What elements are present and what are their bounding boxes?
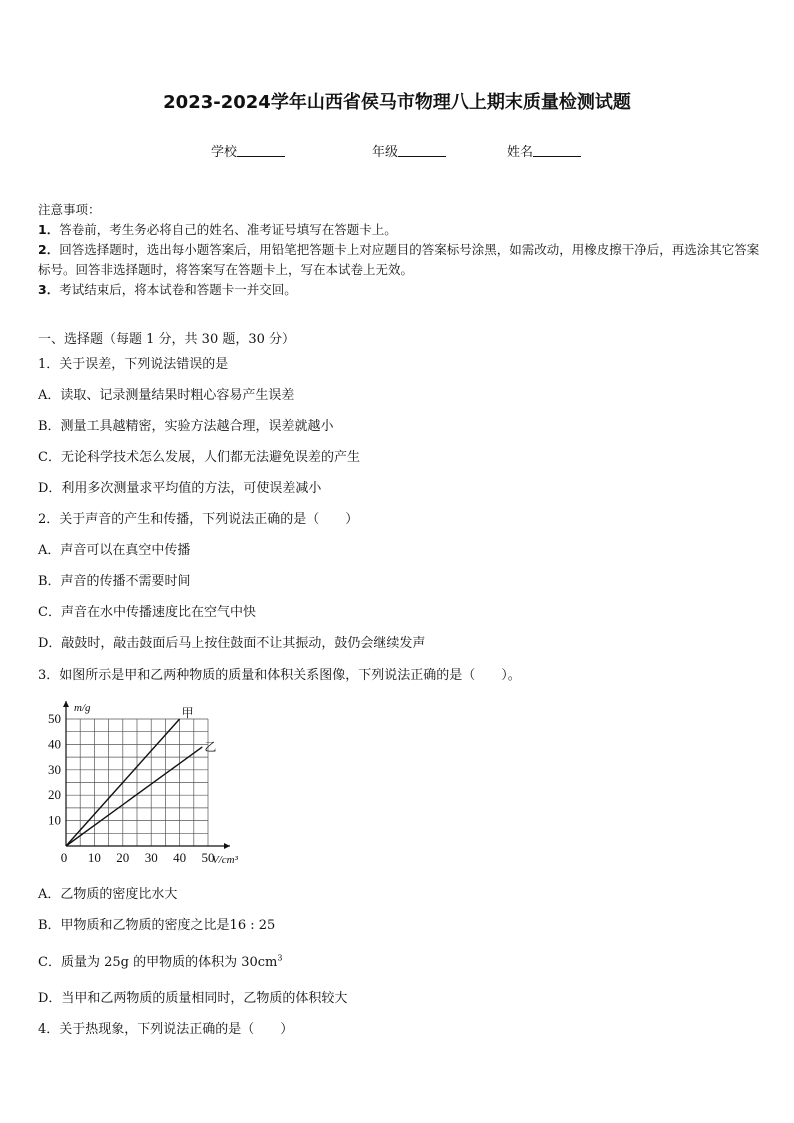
q1-option-a: A．读取、记录测量结果时粗心容易产生误差 xyxy=(38,388,295,403)
q1-option-b: B．测量工具越精密，实验方法越合理，误差就越小 xyxy=(38,419,334,434)
series-line-2 xyxy=(66,747,202,846)
y-axis-label: m/g xyxy=(74,702,91,714)
x-axis-label: V/cm³ xyxy=(212,854,238,866)
q1-option-c: C．无论科学技术怎么发展，人们都无法避免误差的产生 xyxy=(38,450,360,465)
q1-stem: 1．关于误差，下列说法错误的是 xyxy=(38,357,229,372)
q3-stem: 3．如图所示是甲和乙两种物质的质量和体积关系图像，下列说法正确的是（ ）。 xyxy=(38,668,521,683)
x-tick-label: 10 xyxy=(87,850,101,865)
q3-option-c: C．质量为 25g 的甲物质的体积为 $30cm^3$ xyxy=(38,953,283,970)
q2-option-c: C．声音在水中传播速度比在空气中快 xyxy=(38,605,256,620)
notice-heading: 注意事项： xyxy=(38,202,101,217)
grade-label: 年级 xyxy=(372,145,399,160)
x-axis-arrow xyxy=(224,843,230,849)
school-blank xyxy=(237,144,285,157)
x-tick-label: 40 xyxy=(173,850,187,865)
page-title: 2023-2024学年山西省侯马市物理八上期末质量检测试题 xyxy=(163,92,631,113)
x-tick-label: 20 xyxy=(116,850,130,865)
notice-item-1: 1．答卷前，考生务必将自己的姓名、准考证号填写在答题卡上。 xyxy=(38,222,397,237)
section-heading: 一、选择题（每题 1 分，共 30 题，30 分） xyxy=(38,332,296,347)
q3-option-d: D．当甲和乙两物质的质量相同时，乙物质的体积较大 xyxy=(38,991,348,1006)
q3-option-b: B．甲物质和乙物质的密度之比是16 : 25 xyxy=(38,918,276,933)
notice-item-3: 3．考试结束后，将本试卷和答题卡一并交回。 xyxy=(38,282,297,297)
y-tick-label: 40 xyxy=(48,736,61,752)
school-label: 学校 xyxy=(211,145,238,160)
y-axis-arrow xyxy=(63,701,69,707)
name-field xyxy=(507,141,581,160)
x-tick-label: 50 xyxy=(201,850,215,865)
x-tick-label: 30 xyxy=(144,850,158,865)
notice-item-2: 2．回答选择题时，选出每小题答案后，用铅笔把答题卡上对应题目的答案标号涂黑，如需改动，用橡皮擦干净后，再选涂其它答案标号。回答非选择题时，将答案写在答题卡上，写在本试卷上无效。 xyxy=(38,242,760,277)
name-label: 姓名 xyxy=(507,145,534,160)
series-label-1: 甲 xyxy=(181,706,194,720)
q2-option-a: A．声音可以在真空中传播 xyxy=(38,543,191,558)
mass-volume-chart xyxy=(38,698,268,870)
y-tick-label: 30 xyxy=(48,761,61,777)
grade-field xyxy=(372,141,446,160)
q2-option-d: D．敲鼓时，敲击鼓面后马上按住鼓面不让其振动，鼓仍会继续发声 xyxy=(38,636,426,651)
x-tick-label: 0 xyxy=(60,850,68,865)
q3-option-a: A．乙物质的密度比水大 xyxy=(38,887,178,902)
school-field xyxy=(211,141,285,160)
series-label-2: 乙 xyxy=(204,739,217,754)
q1-option-d: D．利用多次测量求平均值的方法，可使误差减小 xyxy=(38,481,322,496)
y-tick-label: 50 xyxy=(48,711,61,726)
notice-block xyxy=(38,200,760,300)
y-tick-label: 20 xyxy=(48,787,61,803)
q4-stem: 4．关于热现象，下列说法正确的是（ ） xyxy=(38,1022,294,1037)
q2-option-b: B．声音的传播不需要时间 xyxy=(38,574,191,589)
q2-stem: 2．关于声音的产生和传播，下列说法正确的是（ ） xyxy=(38,512,359,527)
y-tick-label: 10 xyxy=(48,812,61,828)
name-blank xyxy=(533,144,581,157)
grade-blank xyxy=(398,144,446,157)
